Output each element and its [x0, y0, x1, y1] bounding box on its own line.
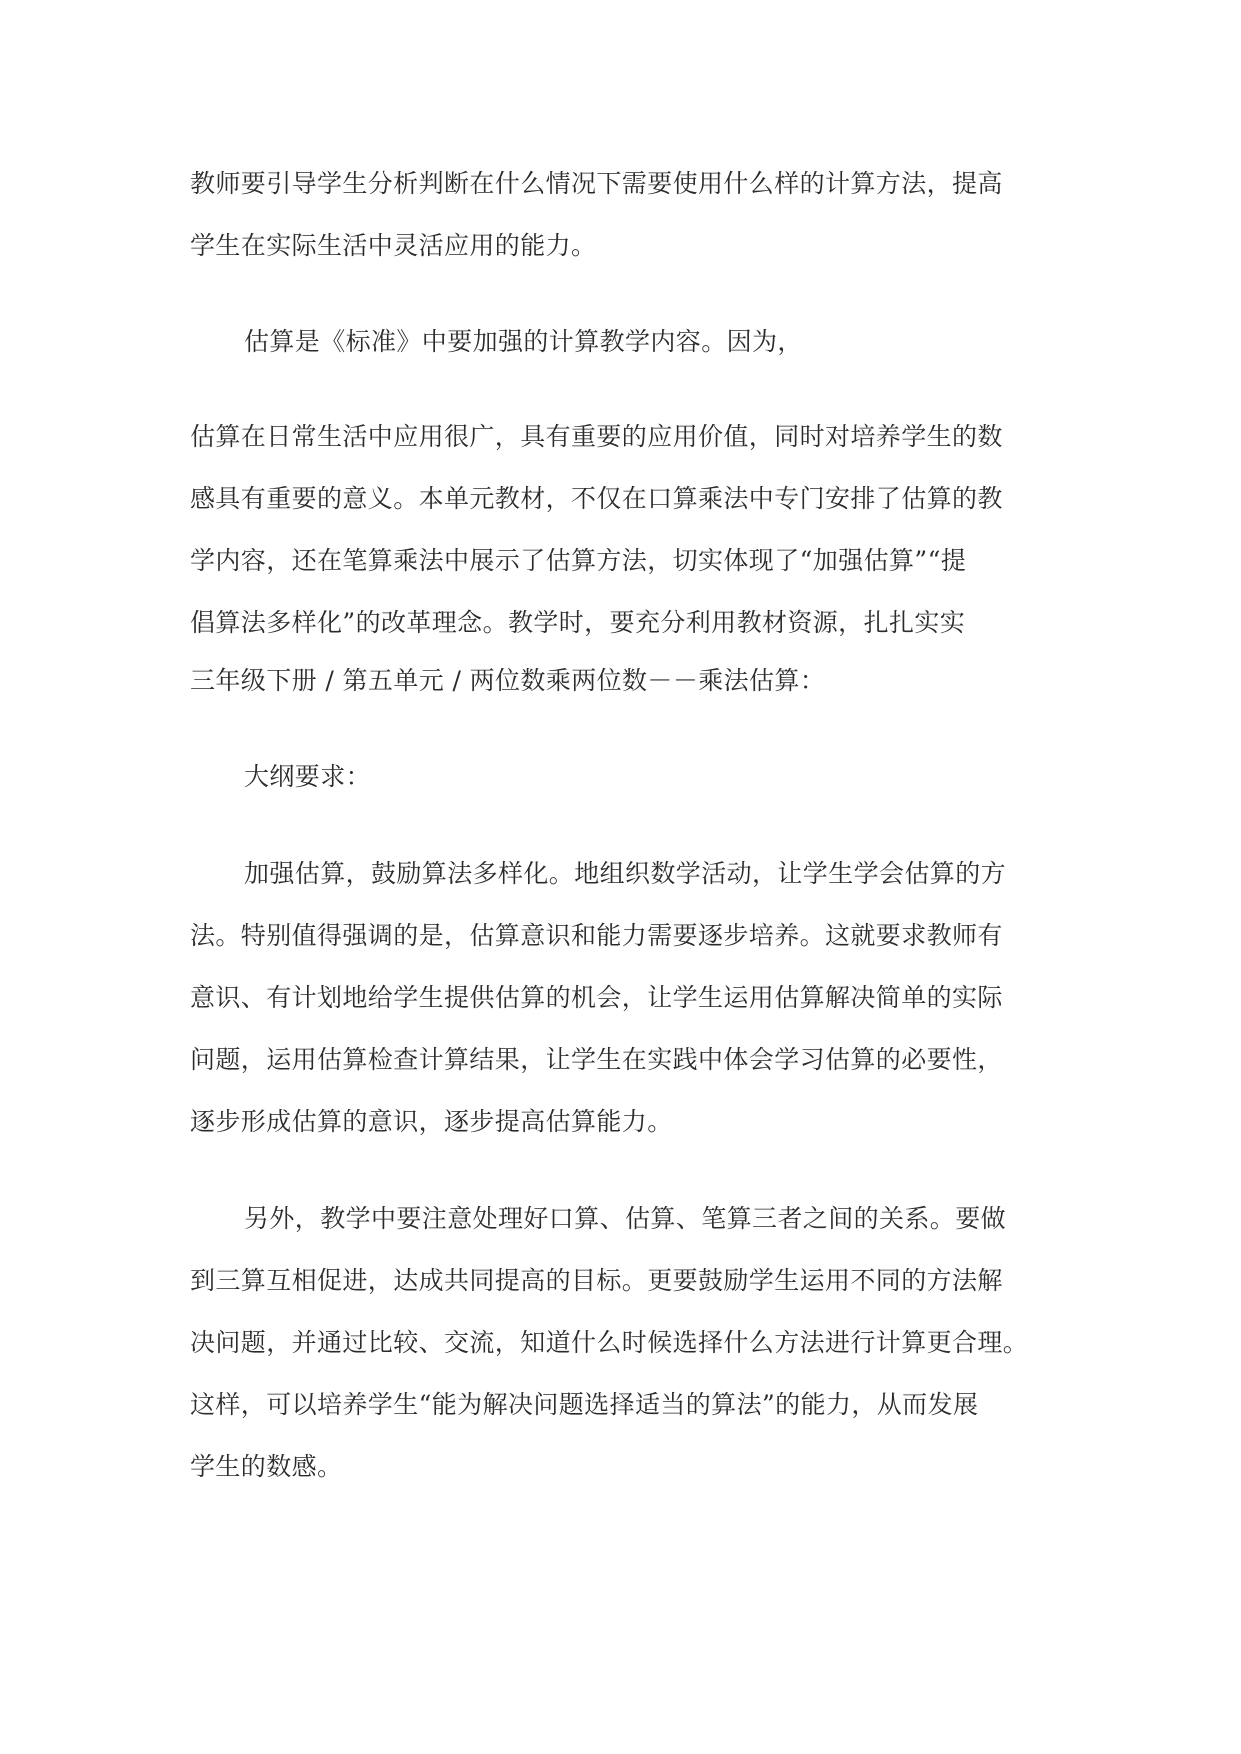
text-line: 学生的数感。: [190, 1452, 343, 1481]
section-heading: 大纲要求：: [244, 762, 372, 791]
text-line: 感具有重要的意义。本单元教材，不仅在口算乘法中专门安排了估算的教: [190, 484, 1003, 513]
text-line: 教师要引导学生分析判断在什么情况下需要使用什么样的计算方法，提高: [190, 169, 1003, 198]
text-line: 学内容，还在笔算乘法中展示了估算方法，切实体现了“加强估算”“提: [190, 546, 967, 575]
breadcrumb: 三年级下册 / 第五单元 / 两位数乘两位数－－乘法估算：: [190, 666, 826, 695]
text-line: 逐步形成估算的意识，逐步提高估算能力。: [190, 1107, 673, 1136]
text-line: 到三算互相促进，达成共同提高的目标。更要鼓励学生运用不同的方法解: [190, 1266, 1003, 1295]
text-line: 倡算法多样化”的改革理念。教学时，要充分利用教材资源，扎扎实实: [190, 608, 966, 637]
text-line: 加强估算，鼓励算法多样化。地组织数学活动，让学生学会估算的方: [244, 859, 1007, 888]
text-line: 法。特别值得强调的是，估算意识和能力需要逐步培养。这就要求教师有: [190, 921, 1003, 950]
text-line: 学生在实际生活中灵活应用的能力。: [190, 231, 597, 260]
text-line: 意识、有计划地给学生提供估算的机会，让学生运用估算解决简单的实际: [190, 983, 1003, 1012]
text-line: 另外，教学中要注意处理好口算、估算、笔算三者之间的关系。要做: [244, 1204, 1007, 1233]
text-line: 估算是《标准》中要加强的计算教学内容。因为，: [244, 327, 803, 356]
text-line: 估算在日常生活中应用很广，具有重要的应用价值，同时对培养学生的数: [190, 422, 1003, 451]
text-line: 问题，运用估算检查计算结果，让学生在实践中体会学习估算的必要性，: [190, 1045, 1003, 1074]
text-line: 决问题，并通过比较、交流，知道什么时候选择什么方法进行计算更合理。: [190, 1328, 1029, 1357]
text-line: 这样，可以培养学生“能为解决问题选择适当的算法”的能力，从而发展: [190, 1390, 979, 1419]
